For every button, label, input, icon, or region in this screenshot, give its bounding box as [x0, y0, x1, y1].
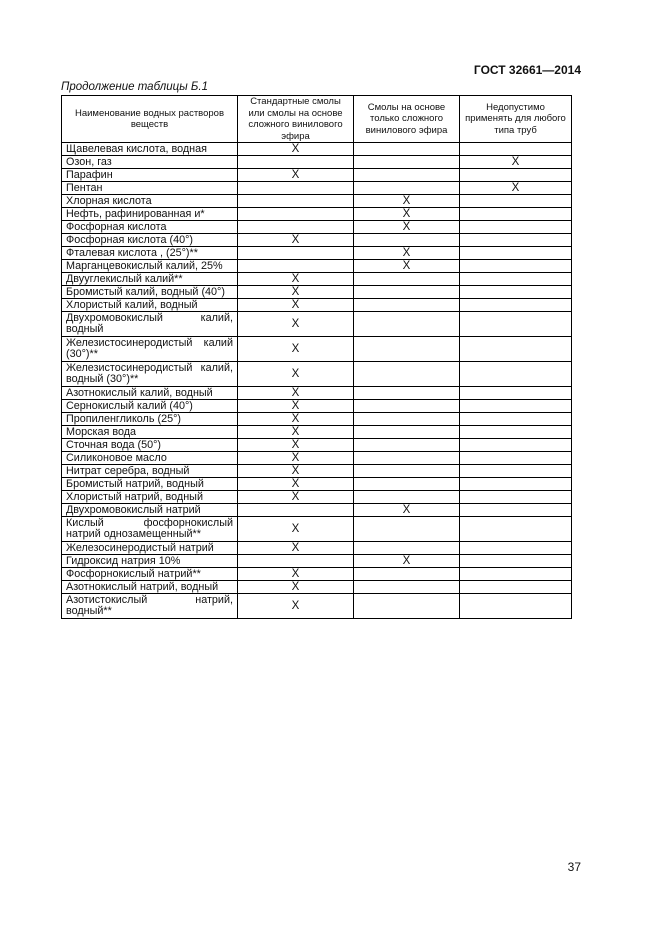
vinyl-ester-mark	[354, 156, 460, 169]
not-allowed-mark	[460, 273, 572, 286]
not-allowed-mark: X	[460, 182, 572, 195]
vinyl-ester-mark	[354, 362, 460, 387]
standard-resin-mark: X	[238, 413, 354, 426]
not-allowed-mark	[460, 465, 572, 478]
standard-resin-mark	[238, 260, 354, 273]
vinyl-ester-mark	[354, 387, 460, 400]
substance-name-cell: Азотнокислый натрий, водный	[62, 581, 238, 594]
vinyl-ester-mark: X	[354, 221, 460, 234]
table-row	[62, 195, 572, 208]
not-allowed-mark	[460, 413, 572, 426]
not-allowed-mark	[460, 286, 572, 299]
not-allowed-mark	[460, 195, 572, 208]
not-allowed-mark	[460, 362, 572, 387]
not-allowed-mark	[460, 568, 572, 581]
standard-resin-mark: X	[238, 299, 354, 312]
not-allowed-mark	[460, 312, 572, 337]
standard-resin-mark	[238, 504, 354, 517]
substance-name-cell: Железосинеродистый натрий	[62, 542, 238, 555]
table-row	[62, 387, 572, 400]
table-body	[62, 143, 572, 619]
substance-name-cell: Пентан	[62, 182, 238, 195]
not-allowed-mark	[460, 400, 572, 413]
not-allowed-mark	[460, 221, 572, 234]
vinyl-ester-mark	[354, 542, 460, 555]
table-row	[62, 247, 572, 260]
vinyl-ester-mark	[354, 413, 460, 426]
standard-resin-mark: X	[238, 491, 354, 504]
not-allowed-mark	[460, 208, 572, 221]
vinyl-ester-mark: X	[354, 208, 460, 221]
substance-name-cell: Железистосинеродистый калий (30°)**	[62, 337, 238, 362]
table-row	[62, 478, 572, 491]
document-code: ГОСТ 32661—2014	[473, 63, 581, 77]
not-allowed-mark	[460, 555, 572, 568]
not-allowed-mark	[460, 478, 572, 491]
standard-resin-mark: X	[238, 581, 354, 594]
table-row	[62, 208, 572, 221]
not-allowed-mark	[460, 594, 572, 619]
substance-name-cell: Кислый фосфорнокислый натрий однозамещенный**	[62, 517, 238, 542]
substance-name-cell: Двухромовокислый калий, водный	[62, 312, 238, 337]
vinyl-ester-mark	[354, 568, 460, 581]
table-row	[62, 312, 572, 337]
substance-name-cell: Двухромовокислый натрий	[62, 504, 238, 517]
vinyl-ester-mark	[354, 452, 460, 465]
not-allowed-mark	[460, 299, 572, 312]
table-row	[62, 260, 572, 273]
standard-resin-mark: X	[238, 400, 354, 413]
not-allowed-mark	[460, 337, 572, 362]
standard-resin-mark: X	[238, 143, 354, 156]
vinyl-ester-mark	[354, 581, 460, 594]
vinyl-ester-mark	[354, 299, 460, 312]
substance-name-cell: Пропиленгликоль (25°)	[62, 413, 238, 426]
standard-resin-mark	[238, 208, 354, 221]
not-allowed-mark	[460, 169, 572, 182]
vinyl-ester-mark	[354, 337, 460, 362]
table-row	[62, 491, 572, 504]
table-row	[62, 169, 572, 182]
table-row	[62, 299, 572, 312]
table-row	[62, 426, 572, 439]
vinyl-ester-mark	[354, 273, 460, 286]
vinyl-ester-mark	[354, 517, 460, 542]
not-allowed-mark	[460, 581, 572, 594]
standard-resin-mark: X	[238, 594, 354, 619]
table-row	[62, 221, 572, 234]
standard-resin-mark: X	[238, 478, 354, 491]
table-row	[62, 362, 572, 387]
vinyl-ester-mark	[354, 594, 460, 619]
vinyl-ester-mark: X	[354, 247, 460, 260]
vinyl-ester-mark	[354, 465, 460, 478]
table-row	[62, 286, 572, 299]
substance-name-cell: Хлористый калий, водный	[62, 299, 238, 312]
page-number: 37	[567, 860, 581, 874]
vinyl-ester-mark	[354, 169, 460, 182]
substance-name-cell: Марганцевокислый калий, 25%	[62, 260, 238, 273]
not-allowed-mark	[460, 247, 572, 260]
header-not-allowed: Недопустимо применять для любого типа труб	[460, 96, 572, 143]
standard-resin-mark: X	[238, 542, 354, 555]
table-row	[62, 439, 572, 452]
not-allowed-mark	[460, 452, 572, 465]
standard-resin-mark: X	[238, 273, 354, 286]
table-row	[62, 413, 572, 426]
standard-resin-mark	[238, 247, 354, 260]
standard-resin-mark: X	[238, 465, 354, 478]
standard-resin-mark: X	[238, 286, 354, 299]
substance-name-cell: Бромистый калий, водный (40°)	[62, 286, 238, 299]
not-allowed-mark: X	[460, 156, 572, 169]
table-row	[62, 504, 572, 517]
header-standard-resins: Стандартные смолы или смолы на основе сложного винилового эфира	[238, 96, 354, 143]
header-vinyl-ester-resins: Смолы на основе только сложного винилового эфира	[354, 96, 460, 143]
substance-name-cell: Гидроксид натрия 10%	[62, 555, 238, 568]
table-row	[62, 234, 572, 247]
table-caption: Продолжение таблицы Б.1	[61, 81, 208, 93]
standard-resin-mark	[238, 182, 354, 195]
vinyl-ester-mark: X	[354, 504, 460, 517]
standard-resin-mark: X	[238, 452, 354, 465]
vinyl-ester-mark: X	[354, 195, 460, 208]
table-row	[62, 542, 572, 555]
substance-name-cell: Силиконовое масло	[62, 452, 238, 465]
substance-name-cell: Сточная вода (50°)	[62, 439, 238, 452]
standard-resin-mark: X	[238, 517, 354, 542]
substance-name-cell: Нитрат серебра, водный	[62, 465, 238, 478]
not-allowed-mark	[460, 542, 572, 555]
substance-name-cell: Морская вода	[62, 426, 238, 439]
vinyl-ester-mark	[354, 234, 460, 247]
substance-name-cell: Хлорная кислота	[62, 195, 238, 208]
table-row	[62, 555, 572, 568]
not-allowed-mark	[460, 426, 572, 439]
not-allowed-mark	[460, 491, 572, 504]
table-row	[62, 517, 572, 542]
not-allowed-mark	[460, 439, 572, 452]
substance-name-cell: Сернокислый калий (40°)	[62, 400, 238, 413]
not-allowed-mark	[460, 234, 572, 247]
standard-resin-mark: X	[238, 426, 354, 439]
substance-name-cell: Фталевая кислота , (25°)**	[62, 247, 238, 260]
substance-name-cell: Двууглекислый калий**	[62, 273, 238, 286]
table-row	[62, 581, 572, 594]
not-allowed-mark	[460, 517, 572, 542]
standard-resin-mark: X	[238, 169, 354, 182]
substance-name-cell: Азотнокислый калий, водный	[62, 387, 238, 400]
substance-name-cell: Парафин	[62, 169, 238, 182]
header-substance: Наименование водных растворов веществ	[62, 96, 238, 143]
substance-name-cell: Азотистокислый натрий, водный**	[62, 594, 238, 619]
not-allowed-mark	[460, 143, 572, 156]
standard-resin-mark: X	[238, 312, 354, 337]
standard-resin-mark: X	[238, 362, 354, 387]
not-allowed-mark	[460, 387, 572, 400]
standard-resin-mark	[238, 221, 354, 234]
standard-resin-mark: X	[238, 568, 354, 581]
table-row	[62, 465, 572, 478]
standard-resin-mark	[238, 156, 354, 169]
vinyl-ester-mark	[354, 286, 460, 299]
substance-name-cell: Нефть, рафинированная и*	[62, 208, 238, 221]
vinyl-ester-mark	[354, 400, 460, 413]
table-row	[62, 400, 572, 413]
table-header-row	[62, 96, 572, 143]
standard-resin-mark: X	[238, 439, 354, 452]
standard-resin-mark	[238, 555, 354, 568]
table-row	[62, 273, 572, 286]
standard-resin-mark: X	[238, 234, 354, 247]
table-row	[62, 452, 572, 465]
vinyl-ester-mark	[354, 439, 460, 452]
vinyl-ester-mark: X	[354, 555, 460, 568]
not-allowed-mark	[460, 260, 572, 273]
vinyl-ester-mark	[354, 182, 460, 195]
table-row	[62, 143, 572, 156]
table-row	[62, 594, 572, 619]
standard-resin-mark: X	[238, 387, 354, 400]
table-row	[62, 182, 572, 195]
table-row	[62, 568, 572, 581]
vinyl-ester-mark	[354, 143, 460, 156]
vinyl-ester-mark: X	[354, 260, 460, 273]
substance-name-cell: Железистосинеродистый калий, водный (30°)**	[62, 362, 238, 387]
vinyl-ester-mark	[354, 426, 460, 439]
vinyl-ester-mark	[354, 312, 460, 337]
substance-name-cell: Щавелевая кислота, водная	[62, 143, 238, 156]
standard-resin-mark	[238, 195, 354, 208]
standard-resin-mark: X	[238, 337, 354, 362]
resin-compatibility-table	[61, 95, 572, 619]
table-row	[62, 156, 572, 169]
vinyl-ester-mark	[354, 491, 460, 504]
not-allowed-mark	[460, 504, 572, 517]
substance-name-cell: Фосфорная кислота	[62, 221, 238, 234]
vinyl-ester-mark	[354, 478, 460, 491]
table-row	[62, 337, 572, 362]
substance-name-cell: Бромистый натрий, водный	[62, 478, 238, 491]
substance-name-cell: Хлористый натрий, водный	[62, 491, 238, 504]
substance-name-cell: Фосфорная кислота (40°)	[62, 234, 238, 247]
substance-name-cell: Фосфорнокислый натрий**	[62, 568, 238, 581]
substance-name-cell: Озон, газ	[62, 156, 238, 169]
